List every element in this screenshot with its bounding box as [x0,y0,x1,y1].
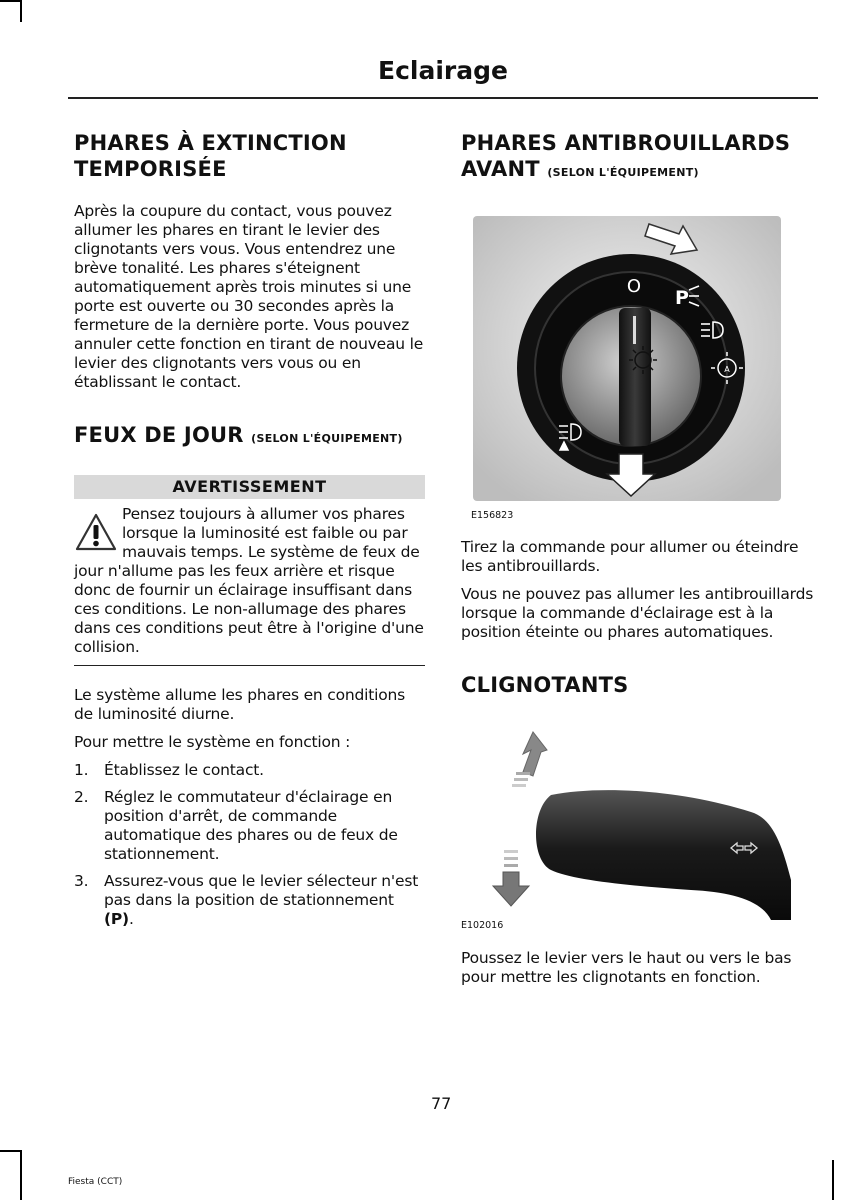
warning-banner: AVERTISSEMENT [74,475,425,499]
crop-mark [20,0,22,22]
heading-line: TEMPORISÉE [74,157,227,181]
page-title: Eclairage [378,56,508,85]
step-text: Réglez le commutateur d'éclairage en position d'arrêt, de commande automatique des phares ou de feux de stationnement. [104,788,398,863]
header-rule [68,97,818,99]
section-heading [461,130,814,186]
list-item [74,788,425,864]
heading-suffix: (SELON L'ÉQUIPEMENT) [547,166,699,179]
body-paragraph: Après la coupure du contact, vous pouvez allumer les phares en tirant le levier des clignotants vers vous. Vous entendrez une brève tonalité. Les phares s'éteignent automatiquement après trois minutes si une porte est ouverte ou 30 secondes après la fermeture de la dernière porte. Vous pouvez annuler cette fonction en tirant de nouveau le levier des clignotants vers vous ou en établissant le contact. [74,202,424,391]
warning-box [74,505,425,666]
footer-text: Fiesta (CCT) [68,1177,123,1187]
heading-line: PHARES ANTIBROUILLARDS [461,131,791,155]
section-heading: CLIGNOTANTS [461,673,629,697]
arrow-down-icon [493,850,529,906]
off-label: O [626,276,642,297]
auto-label: A [724,365,730,374]
body-paragraph: Vous ne pouvez pas allumer les antibrouillards lorsque la commande d'éclairage est à la position éteinte ou phares automatiques. [461,585,814,641]
right-column [461,130,814,987]
heading-line: AVANT [461,157,540,181]
crop-mark [832,1160,834,1200]
left-column [74,130,425,937]
parking-label: P [675,287,689,309]
list-item [74,761,425,780]
figure-code: E156823 [471,510,514,521]
step-text: Établissez le contact. [104,761,264,779]
step-number: 1. [74,761,89,779]
warning-triangle-icon [74,511,118,555]
heading-text: FEUX DE JOUR [74,423,244,447]
body-paragraph: Pour mettre le système en fonction : [74,733,351,751]
warning-text: Pensez toujours à allumer vos phares lorsque la luminosité est faible ou par mauvais temps. Le système de feux de jour n'allume pas les feux arrière et risque donc de fournir un éclairage insuffisant dans ces conditions. Le non-allumage des phares dans ces conditions peut être à l'origine d'une collision. [74,505,424,656]
body-paragraph: Poussez le levier vers le haut ou vers le bas pour mettre les clignotants en fonction. [461,949,792,986]
step-text: Assurez-vous que le levier sélecteur n'est pas dans la position de stationnement [104,872,419,909]
section-heading [74,130,425,182]
body-paragraph: Le système allume les phares en conditions de luminosité diurne. [74,686,406,723]
indicator-stalk-illustration [461,720,801,920]
section-heading [74,422,425,452]
crop-mark [0,1150,20,1152]
crop-mark [0,0,20,2]
light-switch-illustration [471,216,791,506]
step-number: 2. [74,788,89,806]
step-number: 3. [74,872,89,890]
figure-code: E102016 [461,920,504,931]
body-paragraph: Tirez la commande pour allumer ou éteindre les antibrouillards. [461,538,799,575]
list-item [74,872,425,929]
arrow-up-icon [512,732,547,787]
heading-suffix: (SELON L'ÉQUIPEMENT) [251,432,403,445]
step-text-after: . [128,910,134,928]
step-bold: (P) [104,910,129,928]
heading-line: PHARES À EXTINCTION [74,131,347,155]
stalk-lever [536,790,791,920]
crop-mark [20,1150,22,1200]
steps-list [74,761,425,929]
page-number: 77 [431,1094,452,1113]
